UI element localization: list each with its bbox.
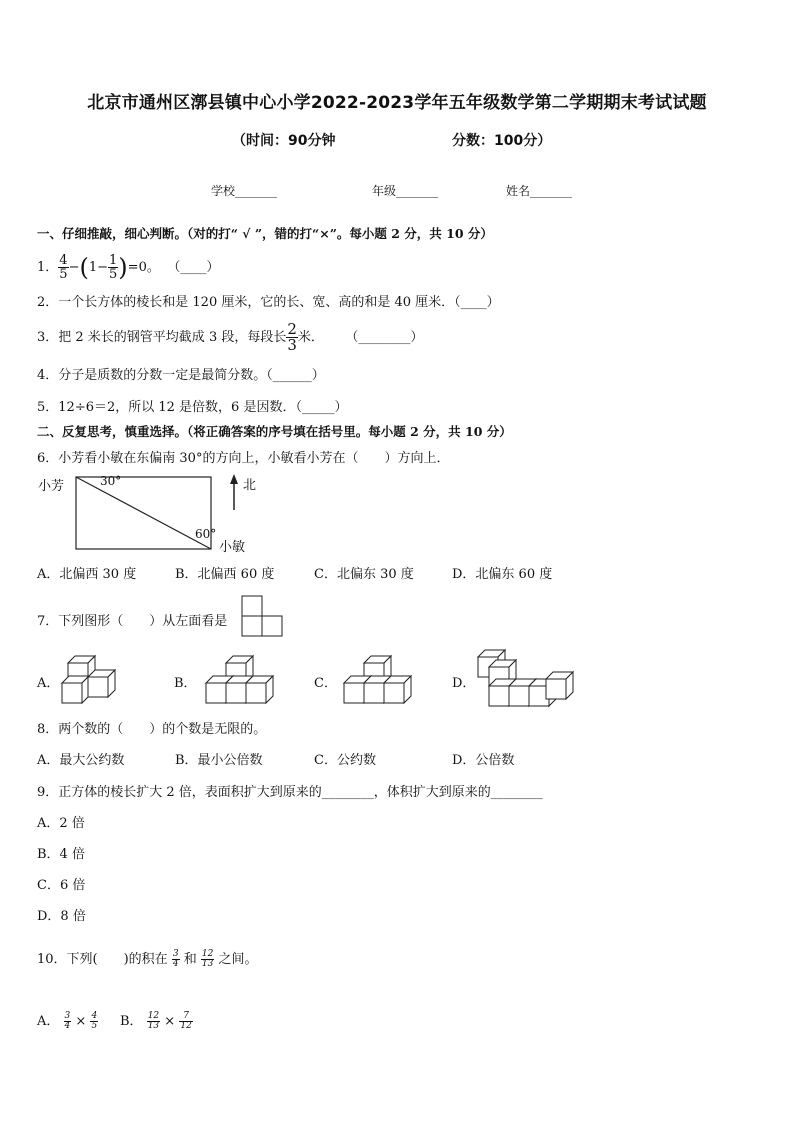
q10-text: 10．下列( )的积在 <box>37 952 168 967</box>
q1-number: 1． <box>37 260 59 275</box>
q1-left-paren: ( <box>79 253 89 282</box>
question-8: 8．两个数的（ ）的个数是无限的。 <box>37 722 267 737</box>
score-info: 分数：100分） <box>452 133 552 149</box>
q10-fraction-2: $\frac{12}{13}$ <box>201 949 214 969</box>
q8-option-c[interactable]: C．公约数 <box>314 753 376 768</box>
question-2: 2．一个长方体的棱长和是 120 厘米，它的长、宽、高的和是 40 厘米．（____） <box>37 295 500 310</box>
section1-heading: 一、仔细推敲，细心判断。（对的打“ √ ”，错的打“×”。每小题 2 分，共 10 分） <box>37 226 493 241</box>
cube-c-3 <box>384 676 411 703</box>
q7-option-d[interactable]: D． <box>452 676 476 691</box>
q7-option-b[interactable]: B． <box>174 676 197 691</box>
q10-b-fraction-2: $\frac{7}{12}$ <box>180 1011 192 1031</box>
question-7: 7．下列图形（ ）从左面看是 <box>37 614 228 629</box>
q8-option-d[interactable]: D．公倍数 <box>452 753 515 768</box>
school-field[interactable]: 学校_______ <box>211 184 278 198</box>
q10-a-fraction-1: $\frac{3}{4}$ <box>64 1011 71 1031</box>
q10-fraction-1: $\frac{3}{4}$ <box>172 949 179 969</box>
q9-option-a[interactable]: A．2 倍 <box>37 816 85 831</box>
times-sign: × <box>75 1014 87 1029</box>
question-9: 9．正方体的棱长扩大 2 倍，表面积扩大到原来的________，体积扩大到原来的________ <box>37 785 543 800</box>
q1-fraction-1: $\frac{4}{5}$ <box>59 253 68 282</box>
q1-minus: − <box>68 260 80 275</box>
q10-and: 和 <box>183 952 197 967</box>
cube-b-3 <box>246 676 273 703</box>
question-6: 6．小芳看小敏在东偏南 30°的方向上，小敏看小芳在（ ）方向上． <box>37 451 450 466</box>
q6-option-c[interactable]: C．北偏东 30 度 <box>314 567 414 582</box>
angle-30: 30° <box>100 474 122 488</box>
section2-heading: 二、反复思考，慎重选择。（将正确答案的序号填在括号里。每小题 2 分，共 10 分） <box>37 424 512 439</box>
label-north: 北 <box>243 478 257 493</box>
question-4: 4．分子是质数的分数一定是最简分数。（______） <box>37 368 325 383</box>
angle-60: 60° <box>195 527 217 541</box>
question-5: 5．12÷6＝2，所以 12 是倍数，6 是因数．（_____） <box>37 400 348 415</box>
q10-option-b[interactable]: B． $\frac{12}{13}$ × $\frac{7}{12}$ <box>120 1011 192 1031</box>
q7-option-a[interactable]: A． <box>37 676 60 691</box>
q1-one: 1− <box>88 260 109 275</box>
q7-option-c[interactable]: C． <box>314 676 337 691</box>
q10-tail: 之间。 <box>218 952 258 967</box>
q6-option-a[interactable]: A．北偏西 30 度 <box>37 567 137 582</box>
cube-a-front-right <box>88 670 115 697</box>
q3-fraction: $\frac{2}{3}$ <box>287 320 297 354</box>
q6-option-d[interactable]: D．北偏东 60 度 <box>452 567 553 582</box>
q9-option-c[interactable]: C．6 倍 <box>37 878 86 893</box>
q1-tail: =0。 <box>127 260 160 275</box>
label-xiaomin: 小敏 <box>219 540 246 555</box>
q1-right-paren: ) <box>118 253 128 282</box>
grade-field[interactable]: 年级_______ <box>372 184 439 198</box>
times-sign: × <box>164 1014 176 1029</box>
question-10 <box>37 950 257 969</box>
q9-option-d[interactable]: D．8 倍 <box>37 909 86 924</box>
q9-option-b[interactable]: B．4 倍 <box>37 847 85 862</box>
cube-d-back-right <box>546 672 573 699</box>
q8-option-b[interactable]: B．最小公倍数 <box>175 753 263 768</box>
label-xiaofang: 小芳 <box>38 479 65 494</box>
q1-fraction-2: $\frac{1}{5}$ <box>109 253 118 282</box>
q6-option-b[interactable]: B．北偏西 60 度 <box>175 567 275 582</box>
q3-answer-blank[interactable]: （________） <box>351 330 424 345</box>
cube-a-front-left <box>62 676 89 703</box>
time-info: （时间：90分钟 <box>232 133 336 149</box>
q3-unit: 米． <box>297 330 324 345</box>
q1-answer-blank[interactable]: （____） <box>173 260 220 275</box>
name-field[interactable]: 姓名_______ <box>506 184 573 198</box>
q10-a-fraction-2: $\frac{4}{5}$ <box>91 1011 98 1031</box>
page-title: 北京市通州区漷县镇中心小学2022-2023学年五年级数学第二学期期末考试试题 <box>87 93 707 113</box>
q8-option-a[interactable]: A．最大公约数 <box>37 753 125 768</box>
q3-text: 3．把 2 米长的钢管平均截成 3 段，每段长 <box>37 330 287 345</box>
q10-option-a[interactable]: A． $\frac{3}{4}$ × $\frac{4}{5}$ <box>37 1011 98 1031</box>
q10-b-fraction-1: $\frac{12}{13}$ <box>147 1011 160 1031</box>
